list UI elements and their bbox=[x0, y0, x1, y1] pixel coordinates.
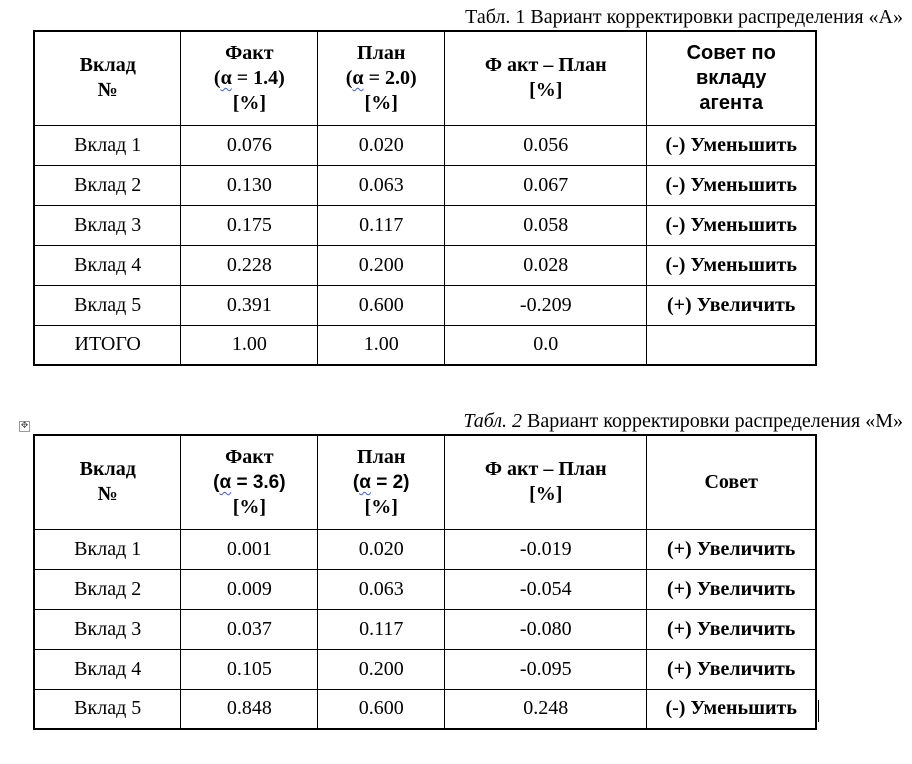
header-text: [%] bbox=[232, 91, 267, 114]
cell-fact: 0.391 bbox=[181, 285, 318, 325]
cell-plan: 0.063 bbox=[318, 569, 445, 609]
cell-fact: 0.076 bbox=[181, 125, 318, 165]
table-row bbox=[34, 609, 816, 649]
header-text: ( bbox=[213, 66, 221, 89]
cell-plan: 0.020 bbox=[318, 125, 445, 165]
header-text: = 2) bbox=[370, 471, 410, 493]
cell-diff: -0.209 bbox=[445, 285, 647, 325]
table2-header-diff bbox=[445, 435, 647, 529]
cell-contribution-name: ИТОГО bbox=[34, 325, 181, 365]
cell-fact: 0.175 bbox=[181, 205, 318, 245]
table2-header-contribution bbox=[34, 435, 181, 529]
cell-diff: 0.248 bbox=[445, 689, 647, 729]
header-text: Вклад bbox=[79, 458, 136, 481]
cell-plan: 0.117 bbox=[318, 609, 445, 649]
cell-contribution-name: Вклад 2 bbox=[34, 569, 181, 609]
cell-advice: (+) Увеличить bbox=[647, 569, 816, 609]
table-move-handle-icon[interactable]: ✥ bbox=[20, 421, 29, 431]
cell-contribution-name: Вклад 3 bbox=[34, 205, 181, 245]
table-row bbox=[34, 205, 816, 245]
header-text: Вклад bbox=[79, 54, 136, 77]
header-text: [%] bbox=[364, 91, 398, 114]
cell-contribution-name: Вклад 5 bbox=[34, 689, 181, 729]
table-row bbox=[34, 569, 816, 609]
table2-caption-text: Вариант корректировки распределения «М» bbox=[522, 410, 903, 432]
cell-contribution-name: Вклад 4 bbox=[34, 649, 181, 689]
cell-contribution-name: Вклад 4 bbox=[34, 245, 181, 285]
header-text: План bbox=[357, 41, 406, 64]
cell-contribution-name: Вклад 1 bbox=[34, 529, 181, 569]
header-text: [%] bbox=[232, 495, 267, 518]
alpha-symbol: α bbox=[352, 66, 364, 89]
alpha-symbol: α bbox=[219, 471, 232, 493]
cell-advice: (+) Увеличить bbox=[647, 285, 816, 325]
cell-fact: 0.105 bbox=[181, 649, 318, 689]
header-text: = 2.0) bbox=[363, 66, 417, 89]
header-text: ( bbox=[213, 471, 220, 493]
table-row bbox=[34, 649, 816, 689]
cell-plan: 0.200 bbox=[318, 245, 445, 285]
cell-plan: 1.00 bbox=[318, 325, 445, 365]
cell-advice: (-) Уменьшить bbox=[647, 245, 816, 285]
table1-header-plan bbox=[318, 31, 445, 125]
cell-fact: 1.00 bbox=[181, 325, 318, 365]
header-text: Ф акт – План bbox=[484, 54, 607, 77]
table2-header-plan bbox=[318, 435, 445, 529]
alpha-symbol: α bbox=[220, 66, 232, 89]
header-text: ( bbox=[345, 66, 353, 89]
table2-caption-label: Табл. 2 bbox=[463, 410, 523, 432]
header-text: Совет bbox=[704, 470, 758, 493]
cell-fact: 0.037 bbox=[181, 609, 318, 649]
table1 bbox=[33, 30, 817, 366]
cell-diff: -0.095 bbox=[445, 649, 647, 689]
text-cursor bbox=[818, 700, 819, 722]
header-text: = 3.6) bbox=[231, 471, 286, 493]
table-row bbox=[34, 529, 816, 569]
cell-advice: (-) Уменьшить bbox=[647, 125, 816, 165]
table1-caption: Табл. 1 Вариант корректировки распределения «А» bbox=[465, 6, 903, 28]
cell-diff: -0.080 bbox=[445, 609, 647, 649]
header-text: [%] bbox=[529, 79, 563, 102]
cell-fact: 0.848 bbox=[181, 689, 318, 729]
table2-header-row bbox=[34, 435, 816, 529]
cell-plan: 0.200 bbox=[318, 649, 445, 689]
header-text: № bbox=[97, 79, 118, 102]
cell-plan: 0.020 bbox=[318, 529, 445, 569]
cell-diff: 0.0 bbox=[445, 325, 647, 365]
table2-header-advice bbox=[647, 435, 816, 529]
header-text: План bbox=[357, 445, 406, 468]
table1-header-advice bbox=[647, 31, 816, 125]
header-text: Факт bbox=[225, 445, 274, 468]
cell-plan: 0.600 bbox=[318, 689, 445, 729]
table1-header-diff bbox=[445, 31, 647, 125]
cell-advice: (-) Уменьшить bbox=[647, 689, 816, 729]
cell-advice: (+) Увеличить bbox=[647, 529, 816, 569]
table-row bbox=[34, 689, 816, 729]
cell-diff: 0.056 bbox=[445, 125, 647, 165]
table-row bbox=[34, 245, 816, 285]
cell-contribution-name: Вклад 2 bbox=[34, 165, 181, 205]
header-text: = 1.4) bbox=[231, 66, 285, 89]
table2 bbox=[33, 434, 817, 730]
cell-contribution-name: Вклад 1 bbox=[34, 125, 181, 165]
table-row bbox=[34, 165, 816, 205]
table1-header-contribution bbox=[34, 31, 181, 125]
cell-advice bbox=[647, 325, 816, 365]
cell-advice: (+) Увеличить bbox=[647, 649, 816, 689]
cell-plan: 0.117 bbox=[318, 205, 445, 245]
header-text: Ф акт – План bbox=[484, 458, 607, 481]
cell-advice: (+) Увеличить bbox=[647, 609, 816, 649]
table-row bbox=[34, 125, 816, 165]
cell-plan: 0.063 bbox=[318, 165, 445, 205]
table2-caption bbox=[463, 409, 903, 433]
header-text: [%] bbox=[364, 495, 398, 518]
header-text: вкладу bbox=[695, 66, 767, 89]
cell-fact: 0.130 bbox=[181, 165, 318, 205]
cell-fact: 0.009 bbox=[181, 569, 318, 609]
header-text: агента bbox=[699, 91, 763, 114]
cell-diff: 0.028 bbox=[445, 245, 647, 285]
header-text: Факт bbox=[225, 41, 274, 64]
table1-header-row bbox=[34, 31, 816, 125]
cell-diff: -0.019 bbox=[445, 529, 647, 569]
cell-fact: 0.228 bbox=[181, 245, 318, 285]
table1-header-fact bbox=[181, 31, 318, 125]
header-text: [%] bbox=[529, 483, 563, 506]
cell-advice: (-) Уменьшить bbox=[647, 165, 816, 205]
cell-plan: 0.600 bbox=[318, 285, 445, 325]
table-row-total bbox=[34, 325, 816, 365]
cell-diff: 0.058 bbox=[445, 205, 647, 245]
table2-header-fact bbox=[181, 435, 318, 529]
header-text: Совет по bbox=[686, 41, 776, 64]
cell-diff: -0.054 bbox=[445, 569, 647, 609]
cell-diff: 0.067 bbox=[445, 165, 647, 205]
header-text: № bbox=[97, 483, 118, 506]
cell-fact: 0.001 bbox=[181, 529, 318, 569]
table-row bbox=[34, 285, 816, 325]
cell-contribution-name: Вклад 5 bbox=[34, 285, 181, 325]
cell-advice: (-) Уменьшить bbox=[647, 205, 816, 245]
header-text: ( bbox=[352, 471, 360, 493]
alpha-symbol: α bbox=[359, 471, 371, 493]
cell-contribution-name: Вклад 3 bbox=[34, 609, 181, 649]
